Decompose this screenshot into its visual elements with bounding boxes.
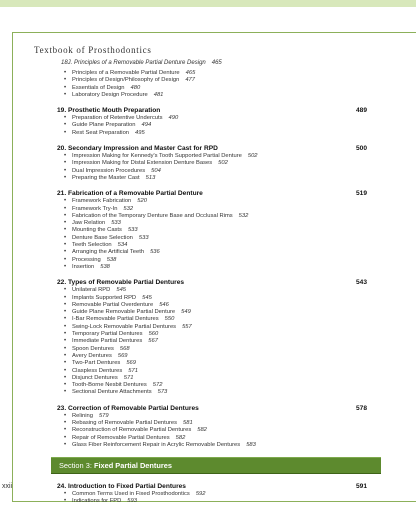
toc-chapter-19: [57, 107, 365, 137]
toc-item[interactable]: [72, 338, 365, 345]
chapter-page: 578: [355, 404, 367, 412]
section-title: Fixed Partial Dentures: [93, 461, 172, 471]
toc-item-page: 550: [164, 316, 175, 323]
toc-item-label: Arranging the Artificial Teeth: [72, 249, 145, 256]
toc-item-page: 495: [135, 129, 145, 136]
toc-item[interactable]: [72, 413, 365, 420]
toc-item-page: 567: [148, 338, 158, 345]
toc-item-page: 490: [168, 115, 179, 122]
toc-item-page: 502: [247, 153, 258, 160]
toc-item-label: Disjunct Dentures: [72, 374, 118, 381]
toc-item-label: Impression Making for Distal Extension Denture Bases: [72, 160, 213, 167]
toc-item-label: Framework Fabrication: [72, 198, 132, 205]
toc-item-label: Insertion: [72, 263, 95, 270]
toc-item[interactable]: [72, 295, 365, 302]
toc-item-page: 538: [100, 263, 110, 270]
toc-item-label: Avery Dentures: [72, 352, 112, 359]
chapter-title: 19. Prosthetic Mouth Preparation: [57, 107, 161, 115]
running-title: Textbook of Prosthodontics: [34, 45, 152, 55]
toc-item-page: 572: [152, 382, 163, 389]
chapter-items: [57, 413, 365, 449]
toc-item[interactable]: [72, 153, 365, 160]
toc-item-label: Rebasing of Removable Partial Dentures: [72, 419, 178, 426]
chapter-title: 21. Fabrication of a Removable Partial Denture: [57, 190, 203, 198]
toc-item-label: Principles of Design/Philosophy of Design: [72, 77, 180, 84]
toc-item-label: Rest Seat Preparation: [72, 129, 130, 136]
toc-subchapter-18j: [57, 60, 365, 99]
page-number: xxii: [2, 483, 13, 490]
toc-item-label: Repair of Removable Partial Dentures: [72, 434, 170, 441]
toc-item-page: 549: [181, 309, 191, 316]
toc-chapter-21: [57, 190, 365, 271]
toc-item[interactable]: [72, 242, 365, 249]
toc-item-page: 593: [127, 498, 137, 505]
toc-item-page: 533: [138, 234, 149, 241]
toc-item-page: 520: [137, 198, 147, 205]
running-header: [12, 32, 416, 55]
chapter-heading[interactable]: [57, 483, 365, 490]
toc-item-label: Preparing the Master Cast: [72, 174, 140, 181]
chapter-heading[interactable]: [57, 279, 365, 286]
toc-item-label: Processing: [72, 256, 101, 263]
toc-item[interactable]: [72, 168, 365, 175]
toc-item-page: 581: [183, 419, 193, 426]
toc-item[interactable]: [72, 227, 365, 234]
toc-item[interactable]: [72, 115, 365, 122]
toc-item[interactable]: [72, 70, 365, 77]
toc-item-label: Teeth Selection: [72, 242, 112, 249]
toc-item-page: 480: [130, 84, 141, 91]
toc-item[interactable]: [72, 442, 365, 449]
toc-item-label: Two-Part Dentures: [72, 360, 121, 367]
toc-item[interactable]: [72, 130, 365, 137]
chapter-items: [57, 115, 365, 137]
toc-item-page: 569: [117, 352, 128, 359]
toc-item[interactable]: [72, 331, 365, 338]
toc-item[interactable]: [72, 249, 365, 256]
chapter-page: 591: [355, 483, 367, 491]
toc-item-page: 502: [218, 160, 228, 167]
toc-item-label: Essentials of Design: [72, 84, 125, 91]
chapter-items: [57, 287, 365, 396]
toc-item-page: 533: [127, 227, 138, 234]
toc-item-label: Swing-Lock Removable Partial Dentures: [72, 323, 177, 330]
chapter-items: [57, 153, 365, 182]
toc-item-page: 571: [128, 367, 138, 374]
toc-item-page: 569: [126, 360, 136, 367]
toc-item-page: 481: [153, 91, 164, 98]
toc-item[interactable]: [72, 375, 365, 382]
chapter-heading[interactable]: [57, 405, 365, 412]
toc-item-label: Immediate Partial Dentures: [72, 338, 143, 345]
toc-item-page: 504: [151, 167, 161, 174]
toc-item[interactable]: [72, 160, 365, 167]
toc-item-page: 579: [98, 412, 109, 419]
toc-item-label: Spoon Dentures: [72, 345, 114, 352]
toc-item[interactable]: [72, 264, 365, 271]
toc-item[interactable]: [72, 287, 365, 294]
toc-item[interactable]: [72, 302, 365, 309]
toc-item[interactable]: [72, 85, 365, 92]
toc-item-page: 477: [185, 77, 195, 84]
toc-item-label: Temporary Partial Dentures: [72, 331, 143, 338]
left-margin-rule: [12, 32, 13, 502]
toc-item-page: 465: [185, 70, 196, 76]
chapter-title: 24. Introduction to Fixed Partial Dentures: [57, 483, 186, 491]
toc-item[interactable]: [72, 368, 365, 375]
toc-item-label: Fabrication of the Temporary Denture Base and Occlusal Rims: [72, 212, 233, 219]
toc-item-page: 573: [157, 389, 168, 396]
toc-item-label: Jaw Relation: [72, 220, 106, 227]
toc-item-page: 582: [175, 434, 186, 441]
subchapter-page: 465: [211, 60, 222, 66]
table-of-contents: [57, 60, 365, 514]
chapter-title: 22. Types of Removable Partial Dentures: [57, 279, 185, 287]
toc-item-label: Laboratory Design Procedure: [72, 91, 148, 98]
chapter-page: 489: [355, 107, 367, 115]
toc-item-page: 557: [182, 323, 192, 330]
toc-item-label: Removable Partial Overdenture: [72, 301, 154, 308]
toc-item[interactable]: [72, 316, 365, 323]
toc-item-label: Glass Fiber Reinforcement Repair in Acrylic Removable Dentures: [72, 441, 241, 448]
toc-item-label: Common Terms Used in Fixed Prosthodontics: [72, 491, 190, 498]
toc-item-page: 513: [145, 174, 156, 181]
toc-item[interactable]: [72, 92, 365, 99]
toc-item[interactable]: [72, 427, 365, 434]
toc-item-label: Framework Try-In: [72, 205, 118, 212]
toc-item[interactable]: [72, 353, 365, 360]
chapter-heading[interactable]: [57, 190, 365, 197]
toc-item[interactable]: [72, 175, 365, 182]
toc-item[interactable]: [72, 213, 365, 220]
toc-item-page: 592: [195, 491, 206, 498]
toc-item-page: 568: [119, 345, 130, 352]
toc-item-label: Guide Plane Removable Partial Denture: [72, 309, 176, 316]
section-banner: [51, 457, 381, 474]
subchapter-title-text: 18J. Principles of a Removable Partial Denture Design: [61, 60, 206, 66]
toc-item[interactable]: [72, 198, 365, 205]
toc-item-page: 560: [148, 331, 159, 338]
toc-item-label: I-Bar Removable Partial Dentures: [72, 316, 159, 323]
chapter-page: 543: [355, 279, 367, 287]
toc-item[interactable]: [72, 324, 365, 331]
toc-item-page: 546: [159, 301, 169, 308]
toc-item[interactable]: [72, 491, 365, 498]
toc-item[interactable]: [72, 309, 365, 316]
toc-item[interactable]: [72, 346, 365, 353]
toc-item[interactable]: [72, 206, 365, 213]
toc-item-page: 533: [111, 220, 121, 227]
section-number: Section 3:: [59, 461, 92, 471]
toc-item-label: Dual Impression Procedures: [72, 167, 146, 174]
toc-item[interactable]: [72, 420, 365, 427]
toc-item-page: 582: [197, 427, 207, 434]
subchapter-title: [61, 60, 365, 66]
toc-item[interactable]: [72, 235, 365, 242]
chapter-heading[interactable]: [57, 145, 365, 152]
toc-item-page: 571: [123, 374, 134, 381]
toc-item-label: Mounting the Casts: [72, 227, 122, 234]
toc-item-page: 545: [116, 287, 127, 294]
toc-chapter-20: [57, 145, 365, 182]
chapter-page: 500: [355, 145, 367, 153]
toc-item-label: Relining: [72, 412, 93, 419]
chapter-heading[interactable]: [57, 107, 365, 114]
toc-item-page: 545: [142, 294, 152, 301]
toc-item[interactable]: [72, 220, 365, 227]
toc-item-label: Implants Supported RPD: [72, 294, 137, 301]
toc-item-label: Preparation of Retentive Undercuts: [72, 115, 163, 122]
toc-item-page: 538: [106, 256, 117, 263]
toc-item-label: Principles of a Removable Partial Denture: [72, 70, 180, 76]
toc-item[interactable]: [72, 360, 365, 367]
toc-item-label: Guide Plane Preparation: [72, 122, 136, 129]
toc-item-label: Claspless Dentures: [72, 367, 123, 374]
toc-item-label: Indications for FPD: [72, 498, 122, 505]
toc-item-page: 532: [123, 205, 134, 212]
toc-item[interactable]: [72, 122, 365, 129]
chapter-items: [57, 198, 365, 271]
toc-item-page: 494: [141, 122, 152, 129]
toc-item-label: Unilateral RPD: [72, 287, 111, 294]
chapter-items: [57, 491, 365, 506]
toc-chapter-24: [57, 483, 365, 506]
toc-item[interactable]: [72, 382, 365, 389]
toc-item-page: 534: [117, 242, 128, 249]
toc-item-page: 583: [246, 441, 256, 448]
toc-item-label: Impression Making for Kennedy's Tooth Supported Partial Denture: [72, 153, 242, 160]
chapter-page: 519: [355, 190, 367, 198]
toc-item[interactable]: [72, 498, 365, 505]
chapter-title: 23. Correction of Removable Partial Dentures: [57, 404, 199, 412]
toc-item-label: Sectional Denture Attachments: [72, 389, 152, 396]
toc-item[interactable]: [72, 77, 365, 84]
toc-item-page: 536: [150, 249, 160, 256]
toc-chapter-23: [57, 405, 365, 449]
toc-item-label: Tooth-Borne Nesbit Dentures: [72, 382, 147, 389]
toc-item[interactable]: [72, 435, 365, 442]
toc-item[interactable]: [72, 389, 365, 396]
toc-item-label: Denture Base Selection: [72, 234, 133, 241]
toc-item[interactable]: [72, 257, 365, 264]
toc-chapter-22: [57, 279, 365, 396]
subchapter-items: [57, 70, 365, 99]
toc-item-label: Reconstruction of Removable Partial Dentures: [72, 427, 192, 434]
chapter-title: 20. Secondary Impression and Master Cast for RPD: [57, 145, 218, 153]
toc-item-page: 532: [238, 212, 249, 219]
top-color-bar: [0, 0, 416, 7]
